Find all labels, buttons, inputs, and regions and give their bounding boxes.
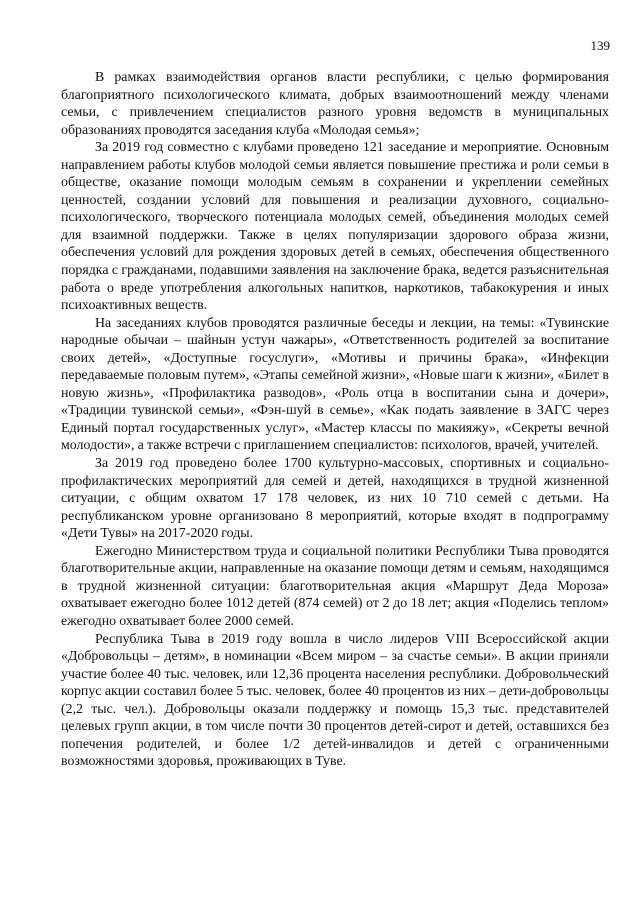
paragraph-lecture-topics: На заседаниях клубов проводятся различные беседы и лекции, на темы: «Тувинские народные обычаи – шайнын устун чажары», «Ответственность родителей за воспитание своих детей», «Доступные госуслуги», «Мотивы и причины брака», «Инфекции передаваемые половым путем», «Этапы семейной жизни», «Новые шаги к жизни», «Билет в новую жизнь», «Профилактика разводов», «Роль отца в воспитании сына и дочери», «Традиции тувинской семьи», «Фэн-шуй в семье», «Как подать заявление в ЗАГС через Единый портал государственных услуг», «Мастер классы по макияжу», «Секреты вечной молодости», а также встречи с приглашением специалистов: психологов, врачей, учителей.	[61, 315, 609, 454]
paragraph-volunteers-action: Республика Тыва в 2019 году вошла в число лидеров VIII Всероссийской акции «Добровольцы – детям», в номинации «Всем миром – за счастье семьи». В акции приняли участие более 40 тыс. человек, или 12,36 процента населения республики. Добровольческий корпус акции составил более 5 тыс. человек, более 40 процентов из них – дети-добровольцы (2,2 тыс. чел.). Добровольцы оказали поддержку и помощь 15,3 тыс. представителей целевых групп акции, в том числе почти 30 процентов детей-сирот и детей, оставшихся без попечения родителей, и более 1/2 детей-инвалидов и детей с ограниченными возможностями здоровья, проживающих в Туве.	[61, 631, 609, 770]
paragraph-charity-actions: Ежегодно Министерством труда и социальной политики Республики Тыва проводятся благотворительные акции, направленные на оказание помощи детям и семьям, находящимся в трудной жизненной ситуации: благотворительная акция «Маршрут Деда Мороза» охватывает ежегодно более 1012 детей (874 семей) от 2 до 18 лет; акция «Поделись теплом» ежегодно охватывает более 2000 семей.	[61, 543, 609, 629]
page-number: 139	[590, 38, 610, 53]
paragraph-club-young-family: В рамках взаимодействия органов власти республики, с целью формирования благоприятного психологического климата, добрых взаимоотношений между членами семьи, с привлечением специалистов разного уровня ведомств в муниципальных образованиях проводятся заседания клуба «Молодая семья»;	[61, 70, 609, 138]
paragraph-events-2019: За 2019 год проведено более 1700 культурно-массовых, спортивных и социально-профилактических мероприятий для семей и детей, находящихся в трудной жизненной ситуации, с общим охватом 17 178 человек, из них 10 710 семей с детьми. На республиканском уровне организовано 8 мероприятий, которые входят в подпрограмму «Дети Тувы» на 2017-2020 годы.	[61, 456, 609, 542]
document-body	[61, 69, 609, 771]
paragraph-club-activities-2019: За 2019 год совместно с клубами проведено 121 заседание и мероприятие. Основным направлением работы клубов молодой семьи является повышение престижа и роли семьи в обществе, оказание помощи молодым семьям в сохранении и укреплении семейных ценностей, создании условий для повышения и реализации духовного, социально-психологического, творческого потенциала молодых семей, объединения молодых семей для взаимной поддержки. Также в целях популяризации здорового образа жизни, обеспечения условий для рождения здоровых детей в семьях, обеспечения общественного порядка с гражданами, подавшими заявления на заключение брака, ведется разъяснительная работа о вреде употребления алкогольных напитков, наркотиков, табакокурения и иных психоактивных веществ.	[61, 140, 609, 314]
